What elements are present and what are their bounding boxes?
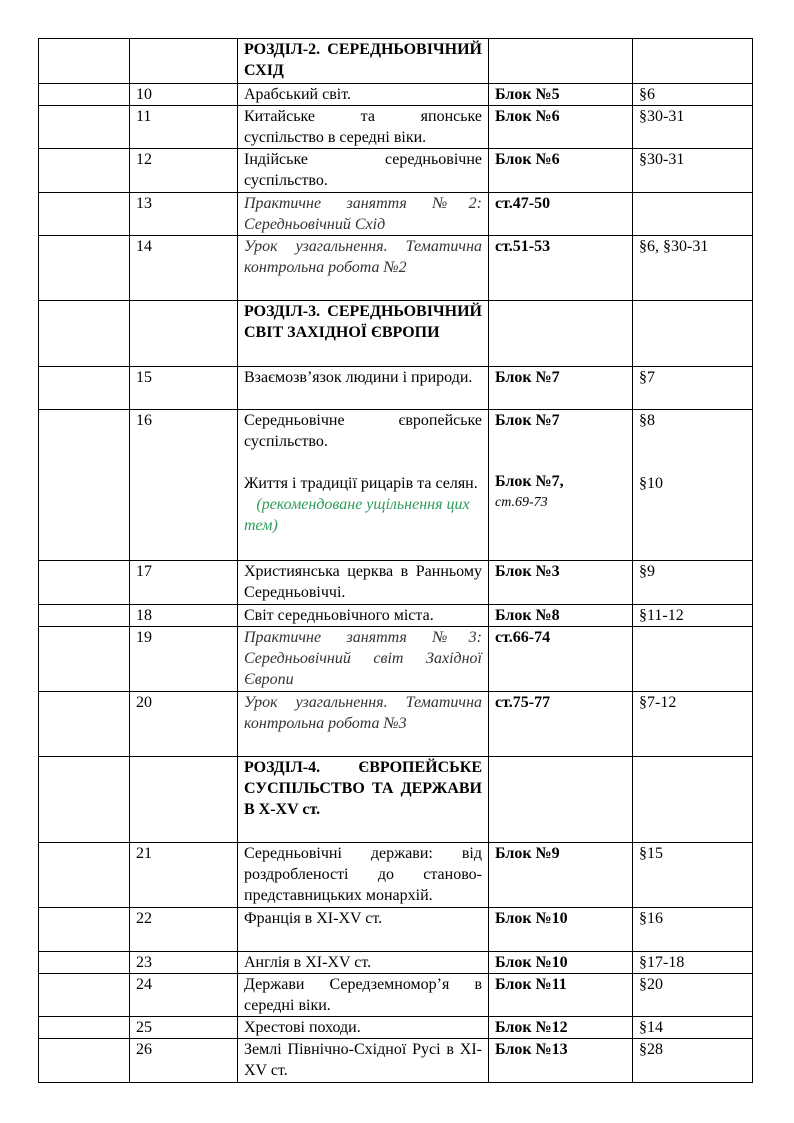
table-row (39, 149, 753, 193)
lesson-topic: Практичне заняття №2: Середньовічний Схід (244, 195, 482, 233)
lesson-number: 19 (130, 627, 238, 692)
section-title: РОЗДІЛ-2. СЕРЕДНЬОВІЧНИЙ СХІД (238, 39, 489, 84)
lesson-topic: Землі Північно-Східної Русі в XI-XV ст. (238, 1039, 489, 1083)
lesson-number: 13 (130, 193, 238, 236)
lesson-source: Блок №8 (489, 605, 633, 627)
lesson-number: 10 (130, 84, 238, 106)
lesson-number: 14 (130, 236, 238, 301)
table-row (39, 974, 753, 1017)
lesson-number: 23 (130, 952, 238, 974)
lesson-paragraph: §17-18 (633, 952, 753, 974)
lesson-number: 22 (130, 908, 238, 952)
lesson-source: Блок №6 (489, 106, 633, 149)
lesson-paragraph: §6 (633, 84, 753, 106)
table-row (39, 605, 753, 627)
section-row (39, 39, 753, 84)
lesson-number: 24 (130, 974, 238, 1017)
lesson-number: 11 (130, 106, 238, 149)
table-row (39, 106, 753, 149)
lesson-number: 17 (130, 561, 238, 605)
table-row (39, 84, 753, 106)
lesson-paragraph: §16 (633, 908, 753, 952)
lesson-number: 21 (130, 843, 238, 908)
table-row (39, 692, 753, 757)
lesson-number: 16 (130, 410, 238, 561)
lesson-number: 15 (130, 367, 238, 410)
section-title: РОЗДІЛ-4. ЄВРОПЕЙСЬКЕ СУСПІЛЬСТВО ТА ДЕРЖАВИ В X-XV ст. (238, 757, 489, 843)
lesson-topic: Китайське та японське суспільство в середні віки. (238, 106, 489, 149)
recommendation-note: (рекомендоване ущільнення цих тем) (244, 496, 470, 534)
lesson-topic: Урок узагальнення. Тематична контрольна робота №3 (244, 694, 482, 732)
lesson-topic: Франція в XI-XV ст. (238, 908, 489, 952)
lesson-topic: Християнська церква в Ранньому Середньовіччі. (238, 561, 489, 605)
lesson-paragraph: §7 (633, 367, 753, 410)
lesson-paragraph-secondary: §10 (639, 475, 663, 492)
lesson-source: Блок №9 (489, 843, 633, 908)
lesson-pages: ст.69-73 (495, 495, 548, 510)
lesson-topic-secondary: Життя і традиції рицарів та селян. (244, 475, 478, 492)
table-row (39, 1017, 753, 1039)
lesson-source: ст.75-77 (489, 692, 633, 757)
table-row (39, 843, 753, 908)
lesson-source: ст.66-74 (489, 627, 633, 692)
lesson-topic: Практичне заняття №3: Середньовічний світ Західної Європи (244, 629, 482, 688)
lesson-source: Блок №10 (489, 952, 633, 974)
table-row (39, 410, 753, 561)
lesson-paragraph: §7-12 (633, 692, 753, 757)
lesson-paragraph: §6, §30-31 (633, 236, 753, 301)
lesson-paragraph: §11-12 (633, 605, 753, 627)
lesson-number: 26 (130, 1039, 238, 1083)
lesson-topic: Держави Середземномор’я в середні віки. (238, 974, 489, 1017)
lesson-paragraph (633, 627, 753, 692)
lesson-number: 12 (130, 149, 238, 193)
lesson-topic: Індійське середньовічне суспільство. (238, 149, 489, 193)
lesson-topic: Хрестові походи. (238, 1017, 489, 1039)
lesson-topic: Середньовічні держави: від роздробленості до станово-представницьких монархій. (238, 843, 489, 908)
lesson-source: Блок №7 (495, 412, 560, 429)
lesson-number: 25 (130, 1017, 238, 1039)
table-row (39, 627, 753, 692)
lesson-paragraph: §9 (633, 561, 753, 605)
lesson-topic: Арабський світ. (238, 84, 489, 106)
table-row (39, 908, 753, 952)
lesson-paragraph: §15 (633, 843, 753, 908)
lesson-source-secondary: Блок №7, (495, 473, 564, 490)
lesson-source: Блок №7 (489, 367, 633, 410)
lesson-topic: Взаємозв’язок людини і природи. (238, 367, 489, 410)
lesson-source: Блок №13 (489, 1039, 633, 1083)
table-row (39, 952, 753, 974)
lesson-paragraph: §28 (633, 1039, 753, 1083)
lesson-paragraph (633, 193, 753, 236)
lesson-paragraph: §8 (639, 412, 655, 429)
table-row (39, 367, 753, 410)
lesson-number: 18 (130, 605, 238, 627)
lesson-source: Блок №6 (489, 149, 633, 193)
section-title: РОЗДІЛ-3. СЕРЕДНЬОВІЧНИЙ СВІТ ЗАХІДНОЇ ЄВРОПИ (238, 301, 489, 367)
section-row (39, 301, 753, 367)
lesson-topic: Англія в XI-XV ст. (238, 952, 489, 974)
lesson-paragraph: §30-31 (633, 149, 753, 193)
lesson-number: 20 (130, 692, 238, 757)
lesson-topic: Урок узагальнення. Тематична контрольна робота №2 (244, 238, 482, 276)
table-row (39, 1039, 753, 1083)
lesson-source: Блок №12 (489, 1017, 633, 1039)
lesson-paragraph: §20 (633, 974, 753, 1017)
lesson-plan-table (38, 38, 753, 1083)
table-row (39, 561, 753, 605)
lesson-paragraph: §30-31 (633, 106, 753, 149)
lesson-source: Блок №3 (489, 561, 633, 605)
section-row (39, 757, 753, 843)
lesson-source: ст.51-53 (489, 236, 633, 301)
lesson-topic: Середньовічне європейське суспільство. (244, 412, 482, 450)
lesson-topic: Світ середньовічного міста. (238, 605, 489, 627)
table-row (39, 193, 753, 236)
lesson-source: Блок №11 (489, 974, 633, 1017)
lesson-paragraph: §14 (633, 1017, 753, 1039)
table-row (39, 236, 753, 301)
lesson-source: ст.47-50 (489, 193, 633, 236)
lesson-source: Блок №10 (489, 908, 633, 952)
lesson-source: Блок №5 (489, 84, 633, 106)
